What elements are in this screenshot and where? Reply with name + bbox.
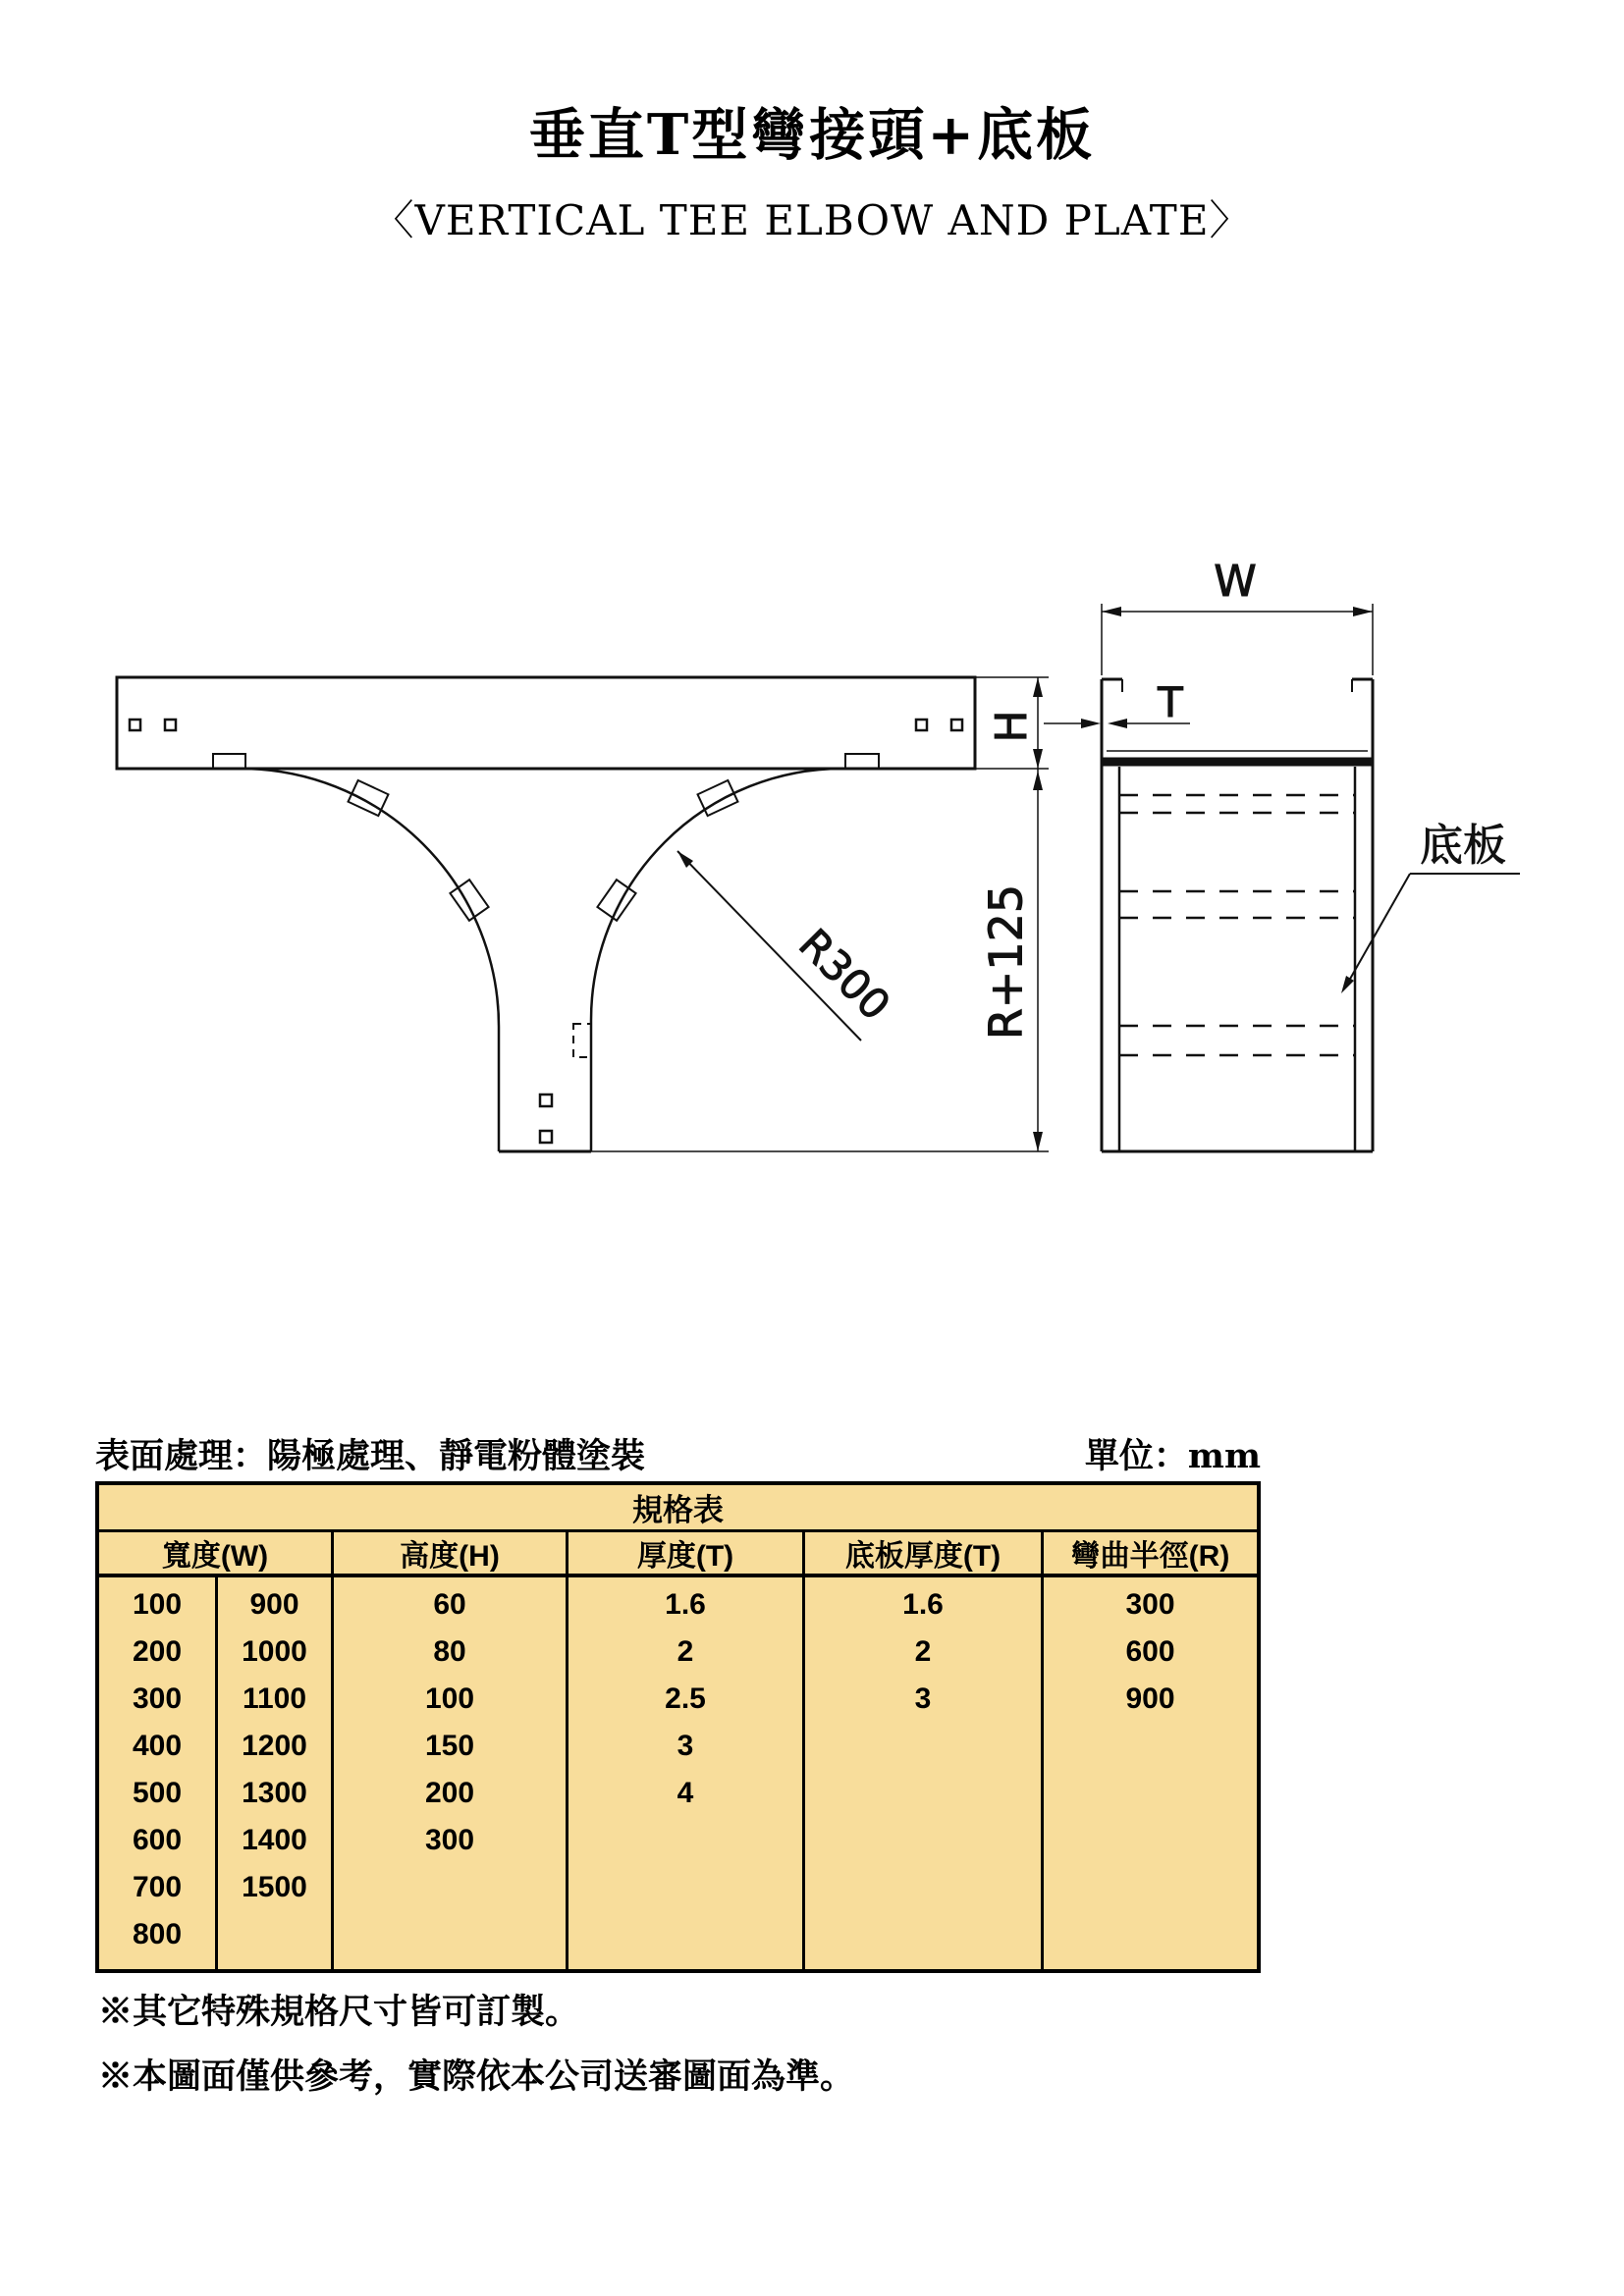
arrowhead — [1033, 1132, 1043, 1151]
spec-value: 150 — [424, 1730, 475, 1762]
spec-value: 4 — [677, 1777, 694, 1809]
spec-value: 1.6 — [902, 1588, 944, 1621]
tee-elbow-plan-view — [117, 677, 975, 1151]
spec-value: 2 — [677, 1635, 694, 1668]
arrowhead — [1081, 719, 1101, 728]
spec-value: 600 — [1125, 1635, 1175, 1668]
spec-value: 100 — [424, 1682, 475, 1715]
column-header-thickness: 厚度(T) — [568, 1532, 805, 1574]
spec-value: 200 — [132, 1635, 183, 1668]
arrowhead — [1102, 607, 1121, 616]
spec-value: 800 — [132, 1918, 183, 1950]
spec-value: 100 — [132, 1588, 183, 1621]
surface-treatment-row — [95, 1435, 1261, 1478]
note-line: ※其它特殊規格尺寸皆可訂製。 — [98, 1992, 580, 2032]
technical-drawing — [0, 550, 1624, 1237]
spec-value: 500 — [132, 1777, 183, 1809]
spec-value: 1300 — [242, 1777, 307, 1809]
spec-value: 80 — [433, 1635, 466, 1668]
spec-value: 200 — [424, 1777, 475, 1809]
spec-value: 1.6 — [665, 1588, 706, 1621]
hole — [916, 720, 927, 730]
spec-value: 600 — [132, 1824, 183, 1856]
hole — [951, 720, 962, 730]
column-width-w1 — [99, 1577, 218, 1969]
spec-value: 3 — [914, 1682, 932, 1715]
note-line: ※本圖面僅供參考，實際依本公司送審圖面為準。 — [98, 2056, 855, 2097]
arrowhead — [1341, 976, 1354, 993]
plate-callout — [1341, 821, 1520, 993]
spec-value: 300 — [424, 1824, 475, 1856]
spec-value: 700 — [132, 1871, 183, 1903]
dim-label-w: W — [1214, 557, 1257, 607]
end-view-with-plate — [1044, 557, 1373, 1151]
column-bend-radius — [1044, 1577, 1257, 1969]
footnotes — [98, 1985, 854, 2114]
spec-value: 1400 — [242, 1824, 307, 1856]
spec-value: 1200 — [242, 1730, 307, 1762]
spec-value: 1000 — [242, 1635, 307, 1668]
column-width — [99, 1577, 334, 1969]
plate-label: 底板 — [1420, 821, 1506, 871]
arrowhead — [1033, 771, 1043, 790]
hole — [540, 1131, 552, 1143]
dim-label-r125: R+125 — [979, 883, 1033, 1041]
column-height — [334, 1577, 568, 1969]
spec-value: 1500 — [242, 1871, 307, 1903]
column-header-height: 高度(H) — [334, 1532, 568, 1574]
hole — [540, 1095, 552, 1106]
column-thickness — [568, 1577, 805, 1969]
tab — [845, 754, 879, 769]
spec-value: 300 — [1125, 1588, 1175, 1621]
spec-value: 400 — [132, 1730, 183, 1762]
hole — [130, 720, 140, 730]
spec-value: 60 — [433, 1588, 466, 1621]
hole — [165, 720, 176, 730]
tab-dashed — [573, 1024, 591, 1057]
spec-value: 2.5 — [665, 1682, 706, 1715]
dim-label-t: T — [1158, 678, 1183, 726]
column-header-bend-radius: 彎曲半徑(R) — [1070, 1540, 1230, 1573]
arrowhead — [1033, 677, 1043, 697]
spec-value: 1100 — [242, 1682, 307, 1715]
column-header-width: 寬度(W) — [99, 1532, 334, 1574]
unit-label: 單位：mm — [1084, 1436, 1261, 1476]
spec-value: 300 — [132, 1682, 183, 1715]
spec-value: 900 — [1125, 1682, 1175, 1715]
dim-label-h: H — [987, 710, 1037, 743]
spec-table-title: 規格表 — [99, 1485, 1257, 1532]
spec-table-body — [99, 1577, 1257, 1969]
spec-table-header — [99, 1532, 1257, 1577]
dim-label-r300: R300 — [789, 919, 900, 1030]
column-plate-thickness — [805, 1577, 1044, 1969]
page-title: 垂直T型彎接頭+底板 — [528, 102, 1096, 168]
page-subtitle: 〈VERTICAL TEE ELBOW AND PLATE〉 — [372, 196, 1252, 244]
spec-value: 3 — [677, 1730, 694, 1762]
column-header-plate-thickness: 底板厚度(T) — [805, 1532, 1044, 1574]
spec-value: 900 — [249, 1588, 299, 1621]
spec-value: 2 — [914, 1635, 932, 1668]
tab — [213, 754, 245, 769]
column-width-w2 — [218, 1577, 331, 1969]
spec-table — [95, 1481, 1261, 1973]
arrowhead — [1033, 749, 1043, 769]
surface-treatment-note: 表面處理：陽極處理、靜電粉體塗裝 — [95, 1436, 646, 1476]
dimension-h-r125 — [591, 677, 1049, 1151]
arrowhead — [1353, 607, 1373, 616]
